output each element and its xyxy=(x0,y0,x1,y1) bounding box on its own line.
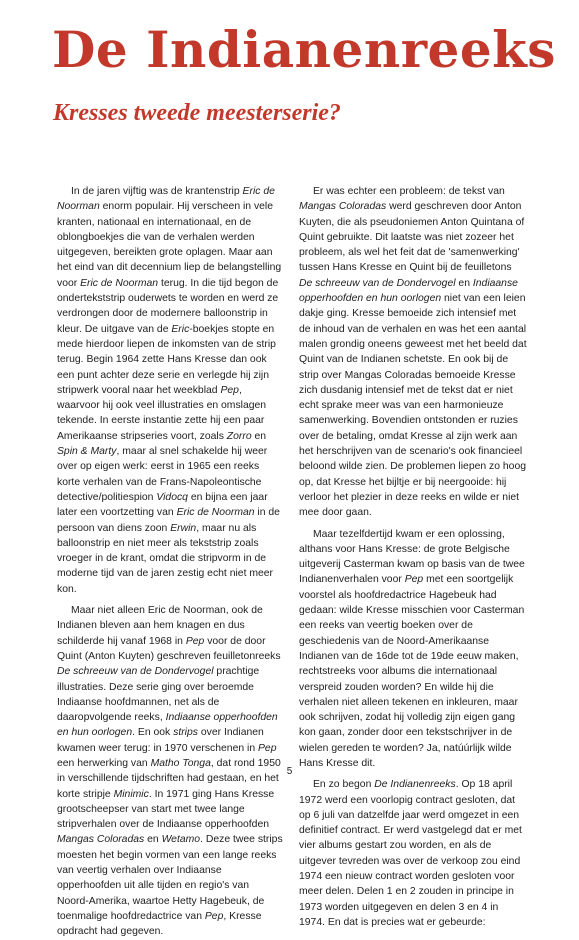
italic-title: Pep xyxy=(258,742,277,754)
italic-title: Pep xyxy=(204,910,224,922)
italic-title: Minimic xyxy=(113,788,149,800)
italic-title: De schreeuw van de Dondervogel xyxy=(299,277,456,289)
italic-title: Spin & Marty xyxy=(57,446,117,458)
italic-title: Erwin xyxy=(170,522,197,534)
page-subtitle: Kresses tweede meesterserie? xyxy=(53,100,341,126)
paragraph: Maar niet alleen Eric de Noorman, ook de Indianen bleven aan hem knagen en dus schilderde hij vanaf 1968 in Pep voor de door Quint (Anton Kuyten) geschreven feuilletonreeks De schreeuw van de Dondervogel prachtige illustraties. Deze serie ging over beroemde Indiaanse hoofdmannen, net als de daaropvolgende reeks, Indiaanse opperhoofden en hun oorlogen. En ook strips over Indianen kwamen weer terug: in 1970 verschenen in Pep een herwerking van Matho Tonga, dat rond 1950 in verschillende tijdschriften had gestaan, en het korte stripje Minimic. In 1971 ging Hans Kresse grootscheepser van start met twee lange stripverhalen over de Indiaanse opperhoofden Mangas Coloradas en Wetamo. Deze twee strips moesten het begin vormen van een lange reeks van veertig verhalen over Indiaanse opperhoofden uit alle tijden en regio's van Noord-Amerika, waartoe Hetty Hagebeuk, de toenmalige hoofdredactrice van Pep, Kresse opdracht had gegeven. xyxy=(57,605,283,938)
italic-title: strips xyxy=(173,727,198,739)
paragraph: En zo begon De Indianenreeks. Op 18 april 1972 werd een voorlopig contract gesloten, dat op 6 juli van datzelfde jaar werd omgezet in een definitief contract. Er werd vastgelegd dat er met vier albums gestart zou worden, en als de uitgever tevreden was over de verkoop zou eind 1974 een nieuw contract worden gesloten voor meer delen. Delen 1 en 2 zouden in principe in 1973 worden uitgegeven en delen 3 en 4 in 1974. En dat is precies wat er gebeurde: xyxy=(299,779,522,928)
left-column xyxy=(57,184,283,940)
paragraph: In de jaren vijftig was de krantenstrip Eric de Noorman enorm populair. Hij verscheen in vele kranten, nationaal en internationaal, en de oblongboekjes die van de verhalen werden uitgegeven, bereikten grote oplagen. Maar aan het eind van dit decennium liep de belangstelling voor Eric de Noorman terug. In die tijd begon de ondertekststrip ouderwets te worden en werd ze verdrongen door de modernere balloonstrip in kleur. De uitgave van de Eric-boekjes stopte en mede hierdoor liepen de inkomsten van de strip terug. Begin 1964 zette Hans Kresse dan ook een punt achter deze serie en verlegde hij zijn stripwerk vooral naar het weekblad Pep, waarvoor hij ook veel illustraties en omslagen tekende. In eerste instantie zette hij een paar Amerikaanse stripseries voort, zoals Zorro en Spin & Marty, maar al snel schakelde hij weer over op eigen werk: eerst in 1965 een reeks korte verhalen van de Frans-Napoleontische detective/politiespion Vidocq en bijna een jaar later een voortzetting van Eric de Noorman in de persoon van diens zoon Erwin, maar nu als balloonstrip en niet meer als tekststrip zoals vroeger in de krant, omdat die stripvorm in de moderne tijd van de jaren zestig echt niet meer kon. xyxy=(57,186,282,595)
italic-title: Eric xyxy=(171,323,190,335)
page-title: De Indianenreeks xyxy=(52,20,556,79)
italic-title: Eric de Noorman xyxy=(176,507,255,519)
italic-title: Indiaanse opperhoofden en hun oorlogen xyxy=(57,712,278,739)
italic-title: Pep xyxy=(404,574,424,586)
paragraph: Maar tezelfdertijd kwam er een oplossing, althans voor Hans Kresse: de grote Belgische uitgeverij Casterman kwam op basis van de twee Indianenverhalen voor Pep met een soortgelijk voorstel als hoofdredactrice Hagebeuk had gedaan: wilde Kresse misschien voor Casterman een reeks van veertig boeken over de geschiedenis van de Noord-Amerikaanse Indianen van de 16de tot de 19de eeuw maken, rechtstreeks voor albums die internationaal verspreid zouden worden? En wilde hij die verhalen niet alleen tekenen en inkleuren, maar ook schrijven, zodat hij volledig zijn eigen gang kon gaan, zonder door een tekstschrijver in de wielen gereden te worden? Ja, natúúrlijk wilde Hans Kresse dit. xyxy=(299,528,525,769)
italic-title: Eric de Noorman xyxy=(57,186,275,213)
paragraph: Er was echter een probleem: de tekst van Mangas Coloradas werd geschreven door Anton Kuyten, die als pseudoniemen Anton Quintana of Quint gebruikte. Dit laatste was niet zozeer het probleem, als wel het feit dat de 'samenwerking' tussen Hans Kresse en Quint bij de feuilletons De schreeuw van de Dondervogel en Indiaanse opperhoofden en hun oorlogen niet van een leien dakje ging. Kresse bemoeide zich intensief met de inhoud van de verhalen en was het een aantal malen grondig oneens geweest met het beeld dat Quint van de Indianen schetste. En ook bij de strip over Mangas Coloradas bemoeide Kresse zich dusdanig intensief met de tekst dat er niet echt sprake meer was van een harmonieuze samenwerking. Bovendien ontstonden er ruzies over de betaling, omdat Kresse al zijn werk aan het herschrijven van de scenario's ook financieel beloond wilde zien. De problemen liepen zo hoog op, dat Kresse het bijltje er bij neergooide: hij verloor het plezier in deze reeks en wilde er niet mee door gaan. xyxy=(299,186,527,519)
italic-title: Zorro xyxy=(226,430,252,442)
right-column xyxy=(299,184,527,930)
italic-title: Pep xyxy=(185,635,205,647)
italic-title: Eric de Noorman xyxy=(80,277,159,289)
italic-title: De schreeuw van de Dondervogel xyxy=(57,666,214,678)
italic-title: De Indianenreeks xyxy=(374,779,456,791)
italic-title: Mangas Coloradas xyxy=(57,834,145,846)
italic-title: Indiaanse opperhoofden en hun oorlogen xyxy=(299,277,518,305)
italic-title: Wetamo xyxy=(161,834,201,846)
italic-title: Matho Tonga xyxy=(150,757,211,769)
italic-title: Vidocq xyxy=(156,491,188,503)
italic-title: Mangas Coloradas xyxy=(299,201,387,213)
page-number: 5 xyxy=(286,766,293,777)
italic-title: Pep xyxy=(220,384,239,396)
